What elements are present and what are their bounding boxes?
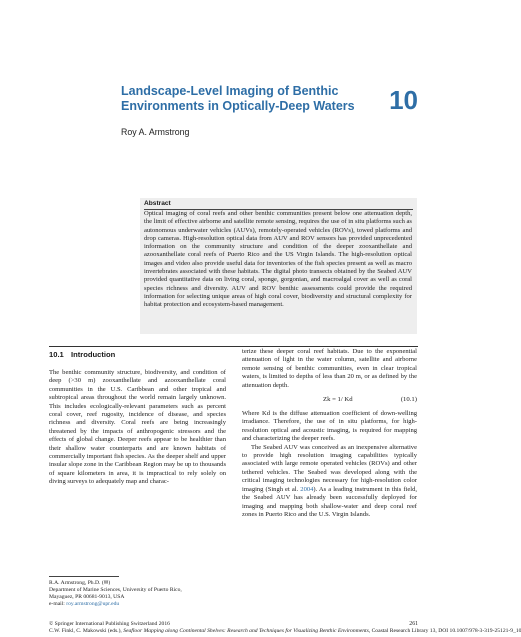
body-paragraph: The benthic community structure, biodiversity, and condition of deep (>30 m) zooxanthellate and azooxanthellate coral communities in the U.S. Caribbean and other tropical and subtropical areas throughout the world remain largely unknown. This includes ecologically-relevant parameters such as percent coral cover, reef rugosity, incidence of disease, and species richness and diversity. Coral reefs are being increasingly threatened by the impacts of anthropogenic stressors and the effects of global change. Deeper reefs appear to be healthier than their shallow water counterparts and are known habitats of commercially important fish species. As the deeper shelf and upper insular slope zone in the Caribbean Region may be up to thousands of square kilometers in area, it is impractical to rely solely on diving surveys to adequately map and charac- bbox=[49, 369, 226, 486]
chapter-author: Roy A. Armstrong bbox=[121, 127, 190, 137]
citation-series: , Coastal Research Library 13, DOI 10.1007/978-3-319-25121-9_10 bbox=[368, 628, 521, 635]
left-column bbox=[49, 369, 226, 487]
affiliation-address: Mayaguez, PR 00681-9013, USA bbox=[49, 594, 125, 601]
equation-number: (10.1) bbox=[400, 396, 417, 404]
body-paragraph: Where Kd is the diffuse attenuation coefficient of down-welling irradiance. Therefore, the use of in situ platforms, for high-resolution optical and acoustic imaging, is required for mapping and characterizing the deeper reefs. bbox=[242, 410, 417, 443]
section-title: Introduction bbox=[71, 350, 116, 359]
author-affiliation bbox=[49, 580, 229, 608]
right-column bbox=[242, 348, 417, 519]
body-text: ). As a leading instrument in this field, the Seabed AUV has already been successfully deployed for imaging and mapping both shallow-water and deep coral reef zones in Puerto Rico and the U.S. Virgin Islands. bbox=[242, 485, 417, 518]
citation-book-title: Seafloor Mapping along Continental Shelves: Research and Techniques for Visualizing Benthic Environments bbox=[123, 628, 369, 635]
body-text: The Seabed AUV was conceived as an inexpensive alternative to provide high resolution imaging capabilities typically associated with large remote operated vehicles (ROVs) and other tethered vehicles. The Seabed was developed along with the critical imaging technologies necessary for high-resolution color imaging (Singh et al. bbox=[242, 443, 417, 493]
footnote-divider bbox=[49, 576, 119, 577]
equation: Zk = 1/ Kd bbox=[323, 396, 353, 404]
citation-editors: C.W. Finkl, C. Makowski (eds.), bbox=[49, 628, 124, 635]
abstract-box bbox=[140, 198, 417, 334]
body-paragraph bbox=[242, 444, 417, 520]
affiliation-department: Department of Marine Sciences, University of Puerto Rico, bbox=[49, 587, 182, 594]
section-divider bbox=[49, 346, 418, 347]
chapter-title: Landscape-Level Imaging of Benthic Environments in Optically-Deep Waters bbox=[121, 84, 355, 113]
affiliation-email-line bbox=[49, 601, 229, 608]
section-heading bbox=[49, 350, 115, 359]
abstract-heading: Abstract bbox=[144, 200, 171, 207]
affiliation-name: R.A. Armstrong, Ph.D. (✉) bbox=[49, 580, 111, 586]
equation-block bbox=[242, 396, 417, 405]
citation-link[interactable]: 2004 bbox=[300, 485, 314, 493]
body-paragraph: terize these deeper coral reef habitats. Due to the exponential attenuation of light in the water column, satellite and airborne remote sensing of benthic communities, even in clear tropical waters, is limited to depths of less than 20 m, or as defined by the attenuation depth. bbox=[242, 348, 417, 389]
email-label: e-mail: bbox=[49, 601, 67, 608]
email-link[interactable]: roy.armstrong@upr.edu bbox=[66, 601, 120, 608]
page-number: 261 bbox=[409, 621, 418, 627]
chapter-number: 10 bbox=[389, 85, 418, 115]
citation-line bbox=[49, 628, 521, 635]
copyright-line: © Springer International Publishing Switzerland 2016 bbox=[49, 621, 170, 627]
abstract-text: Optical imaging of coral reefs and other benthic communities present below one attenuation depth, the limit of effective airborne and satellite remote sensing, requires the use of in situ platforms such as autonomous underwater vehicles (AUVs), remotely-operated vehicles (ROVs), towed platforms and drop cameras. High-resolution optical data from AUV and ROV sensors has provided unprecedented information on the community structure and condition of the deeper zooxanthellate and azooxanthellate coral reefs of Puerto Rico and the US Virgin Islands. The high-resolution optical images and video also provide useful data for inventories of the fish species present as well as macro invertebrates associated with these habitats. The digital photo transects obtained by the Seabed AUV provided quantitative data on living coral, sponge, gorgonian, and macroalgal cover as well as coral species richness and diversity. AUV and ROV benthic assessments could provide the required information for selecting unique areas of high coral cover, biodiversity and structural complexity for habitat protection and ecosystem-based management. bbox=[144, 210, 412, 309]
section-number: 10.1 bbox=[49, 350, 64, 359]
